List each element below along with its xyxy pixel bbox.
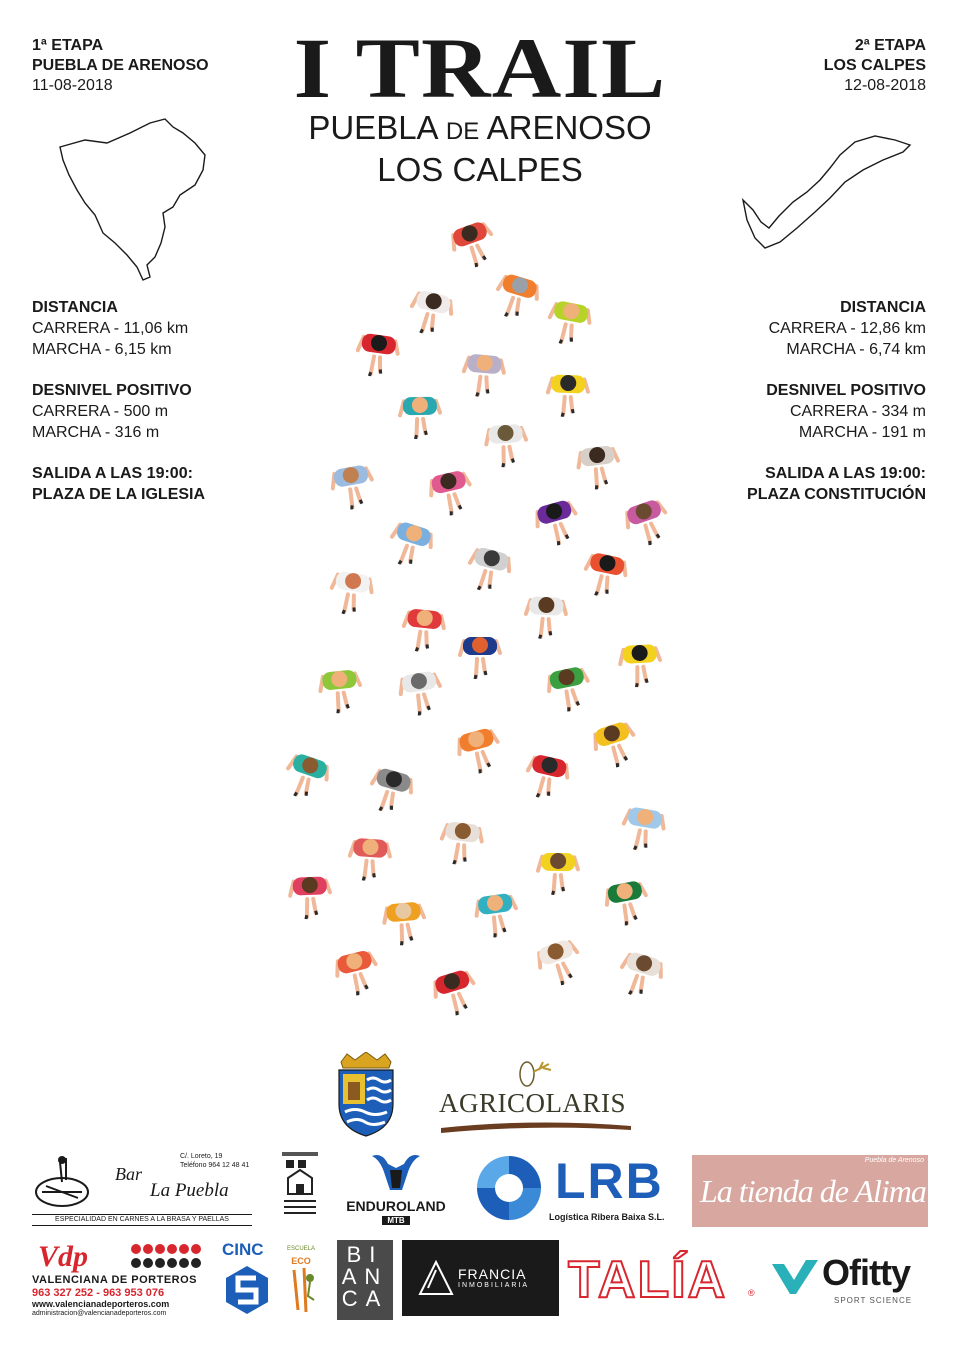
runner-figure — [599, 867, 652, 928]
runner-figure — [398, 385, 443, 440]
stage2-details — [747, 297, 926, 505]
runner-figure — [482, 412, 530, 469]
eco-vertical-logo — [280, 1240, 322, 1320]
runner-figure — [618, 794, 671, 855]
runner-figure — [287, 864, 333, 920]
stage2-distance-walk: MARCHA - 6,74 km — [786, 341, 926, 358]
cinc-logo: CINC — [220, 1240, 272, 1320]
ofitty-check-icon — [770, 1256, 820, 1296]
stage1-start-time: SALIDA A LAS 19:00: — [32, 465, 193, 482]
talia-logo: TALÍA ® — [568, 1251, 755, 1309]
svg-text:ECO: ECO — [291, 1256, 311, 1266]
runner-figure — [545, 362, 591, 418]
runner-figure — [543, 287, 596, 348]
vdp-dots-icon — [130, 1242, 210, 1272]
stage1-place: PUEBLA DE ARENOSO — [32, 57, 209, 74]
runner-figure — [450, 714, 506, 778]
stage1-route-map — [55, 115, 215, 285]
runner-figure — [579, 539, 633, 601]
goat-head-icon — [368, 1150, 424, 1196]
bar-la-puebla-logo: C/. Loreto, 19 Teléfono 964 12 48 41 Bar La Puebla ESPECIALIDAD EN CARNES A LA BRASA Y PAELLAS — [30, 1150, 260, 1230]
runner-figure — [278, 739, 337, 804]
lrb-swirl-icon — [473, 1152, 545, 1224]
runner-figure — [442, 207, 502, 273]
runner-figure — [437, 809, 487, 868]
runner-figure — [404, 276, 460, 339]
francia-triangle-icon — [418, 1260, 454, 1296]
stage1-details — [32, 297, 205, 505]
event-subtitle-line2: LOS CALPES — [377, 151, 583, 188]
runner-figure — [470, 880, 521, 940]
runner-figure — [425, 956, 483, 1021]
stage2-place: LOS CALPES — [823, 57, 926, 74]
runner-figure — [399, 596, 448, 654]
runner-figure — [328, 936, 384, 999]
runner-figure — [536, 841, 581, 896]
la-tienda-de-alima-logo: Puebla de Arenoso La tienda de Alima — [692, 1155, 928, 1227]
runner-figure — [489, 260, 547, 325]
runner-figure — [613, 938, 671, 1003]
event-subtitle-line1: PUEBLA DE ARENOSO — [308, 109, 652, 146]
bianca-logo: BI AN CA — [337, 1240, 393, 1320]
stage1-label: 1ª ETAPA — [32, 37, 104, 54]
town-coat-of-arms-logo — [333, 1052, 399, 1138]
runner-figure — [528, 925, 588, 991]
runner-figure — [352, 320, 403, 380]
stage2-header — [824, 36, 926, 96]
runner-figure — [573, 433, 623, 492]
runner-figure — [326, 452, 379, 513]
valenciana-de-porteros-logo: Vdp VALENCIANA DE PORTEROS 963 327 252 - 963 953 076 www.valencianadeporteros.com administracion@valencianadeporteros.com — [30, 1240, 212, 1320]
stage2-date: 12-08-2018 — [844, 77, 926, 94]
runner-figure — [541, 653, 595, 715]
runner-figure — [527, 486, 584, 550]
stage1-elevation-walk: MARCHA - 316 m — [32, 424, 160, 441]
runner-figure — [616, 485, 675, 550]
hotel-labadia-logo — [278, 1150, 322, 1226]
runner-figure — [326, 558, 378, 618]
stage2-elevation-walk: MARCHA - 191 m — [798, 424, 926, 441]
event-title: I TRAIL — [293, 20, 667, 116]
francia-inmobiliaria-logo: FRANCIA INMOBILIARIA — [402, 1240, 559, 1316]
runner-figure — [346, 826, 394, 883]
agricolaris-underline — [441, 1120, 631, 1134]
runner-figure — [617, 632, 664, 688]
stage2-start-place: PLAZA CONSTITUCIÓN — [747, 486, 926, 503]
stage2-start-time: SALIDA A LAS 19:00: — [765, 465, 926, 482]
runner-figure — [315, 657, 364, 715]
stage1-distance-heading: DISTANCIA — [32, 299, 118, 316]
vdp-monogram: Vdp — [38, 1240, 89, 1273]
stage2-distance-heading: DISTANCIA — [840, 299, 926, 316]
stage1-distance-race: CARRERA - 11,06 km — [32, 320, 189, 337]
runner-figure — [523, 584, 570, 640]
cinc-s-icon — [224, 1264, 270, 1316]
svg-text:ESCUELA: ESCUELA — [286, 1246, 316, 1252]
runner-figure — [422, 457, 477, 520]
agricolaris-logo: AGRICOLARIS — [435, 1058, 635, 1138]
runner-figure — [363, 754, 420, 818]
enduroland-logo: ENDUROLAND MTB — [340, 1150, 452, 1230]
stage2-elevation-race: CARRERA - 334 m — [789, 403, 926, 420]
stage2-distance-race: CARRERA - 12,86 km — [768, 320, 926, 337]
runner-figure — [460, 341, 509, 399]
stage1-date: 11-08-2018 — [32, 77, 113, 94]
olive-icon — [515, 1058, 555, 1088]
runner-figure — [383, 508, 442, 573]
runner-figure — [394, 658, 446, 718]
grill-icon — [32, 1152, 94, 1214]
stage2-elevation-heading: DESNIVEL POSITIVO — [766, 382, 926, 399]
runner-figure — [462, 533, 518, 597]
stage1-start-place: PLAZA DE LA IGLESIA — [32, 486, 206, 503]
registered-mark-icon: ® — [748, 1288, 755, 1298]
stage1-header — [32, 36, 209, 96]
runner-figure — [458, 625, 502, 679]
stage2-route-map — [735, 130, 915, 260]
lrb-logo: LRB Logística Ribera Baixa S.L. — [473, 1150, 673, 1230]
stage1-distance-walk: MARCHA - 6,15 km — [32, 341, 172, 358]
runner-figure — [380, 889, 429, 947]
stage2-label: 2ª ETAPA — [854, 37, 926, 54]
stage1-elevation-race: CARRERA - 500 m — [32, 403, 169, 420]
stage1-elevation-heading: DESNIVEL POSITIVO — [32, 382, 192, 399]
runner-figure — [520, 741, 575, 804]
ofitty-logo: Ofitty SPORT SCIENCE — [770, 1252, 930, 1312]
runner-figure — [585, 708, 644, 773]
